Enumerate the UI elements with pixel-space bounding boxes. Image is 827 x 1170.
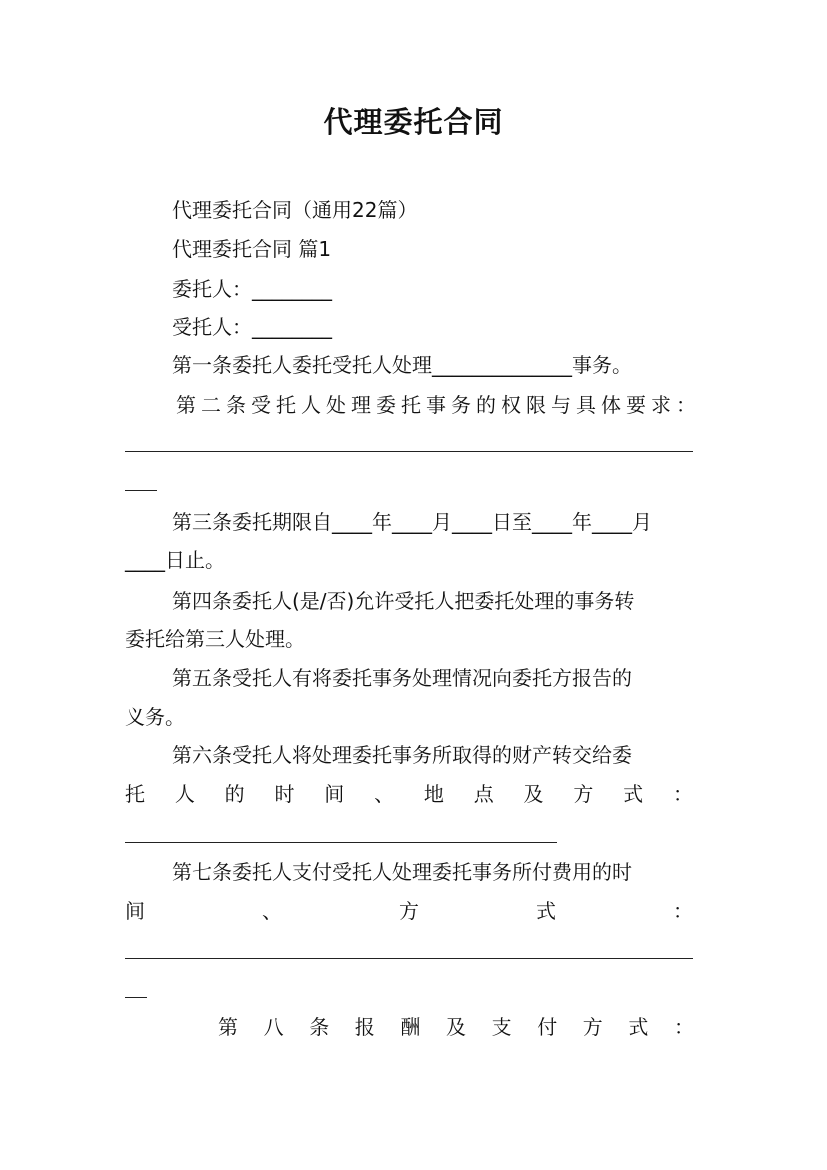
blank-line-1 — [125, 451, 693, 452]
document-title: 代理委托合同 — [323, 105, 504, 139]
section-heading: 代理委托合同 篇1 — [172, 237, 332, 261]
blank-line-5 — [125, 997, 147, 998]
clause-5-continued: 义务。 — [125, 705, 185, 729]
blank-line-4 — [125, 958, 693, 959]
clause-5: 第五条受托人有将委托事务处理情况向委托方报告的 — [172, 666, 632, 690]
clause-4: 第四条委托人(是/否)允许受托人把委托处理的事务转 — [172, 589, 635, 613]
blank-line-2 — [125, 490, 157, 491]
clause-2: 第二条受托人处理委托事务的权限与具体要求： — [176, 393, 696, 417]
clause-6: 第六条受托人将处理委托事务所取得的财产转交给委 — [172, 743, 632, 767]
principal-line: 委托人：________ — [172, 277, 332, 301]
clause-1: 第一条委托人委托受托人处理______________事务。 — [172, 353, 632, 377]
clause-7: 第七条委托人支付受托人处理委托事务所付费用的时 — [172, 860, 632, 884]
clause-6-continued: 托人的时间、地点及方式： — [125, 782, 693, 806]
clause-3: 第三条委托期限自____年____月____日至____年____月 — [172, 510, 652, 534]
clause-3-continued: ____日止。 — [125, 548, 225, 572]
clause-7-continued: 间、方式： — [125, 899, 693, 923]
clause-4-continued: 委托给第三人处理。 — [125, 627, 305, 651]
subtitle-line: 代理委托合同（通用22篇） — [172, 198, 418, 222]
blank-line-3 — [125, 842, 557, 843]
clause-8: 第八条报酬及支付方式： — [218, 1015, 694, 1039]
agent-line: 受托人：________ — [172, 315, 332, 339]
